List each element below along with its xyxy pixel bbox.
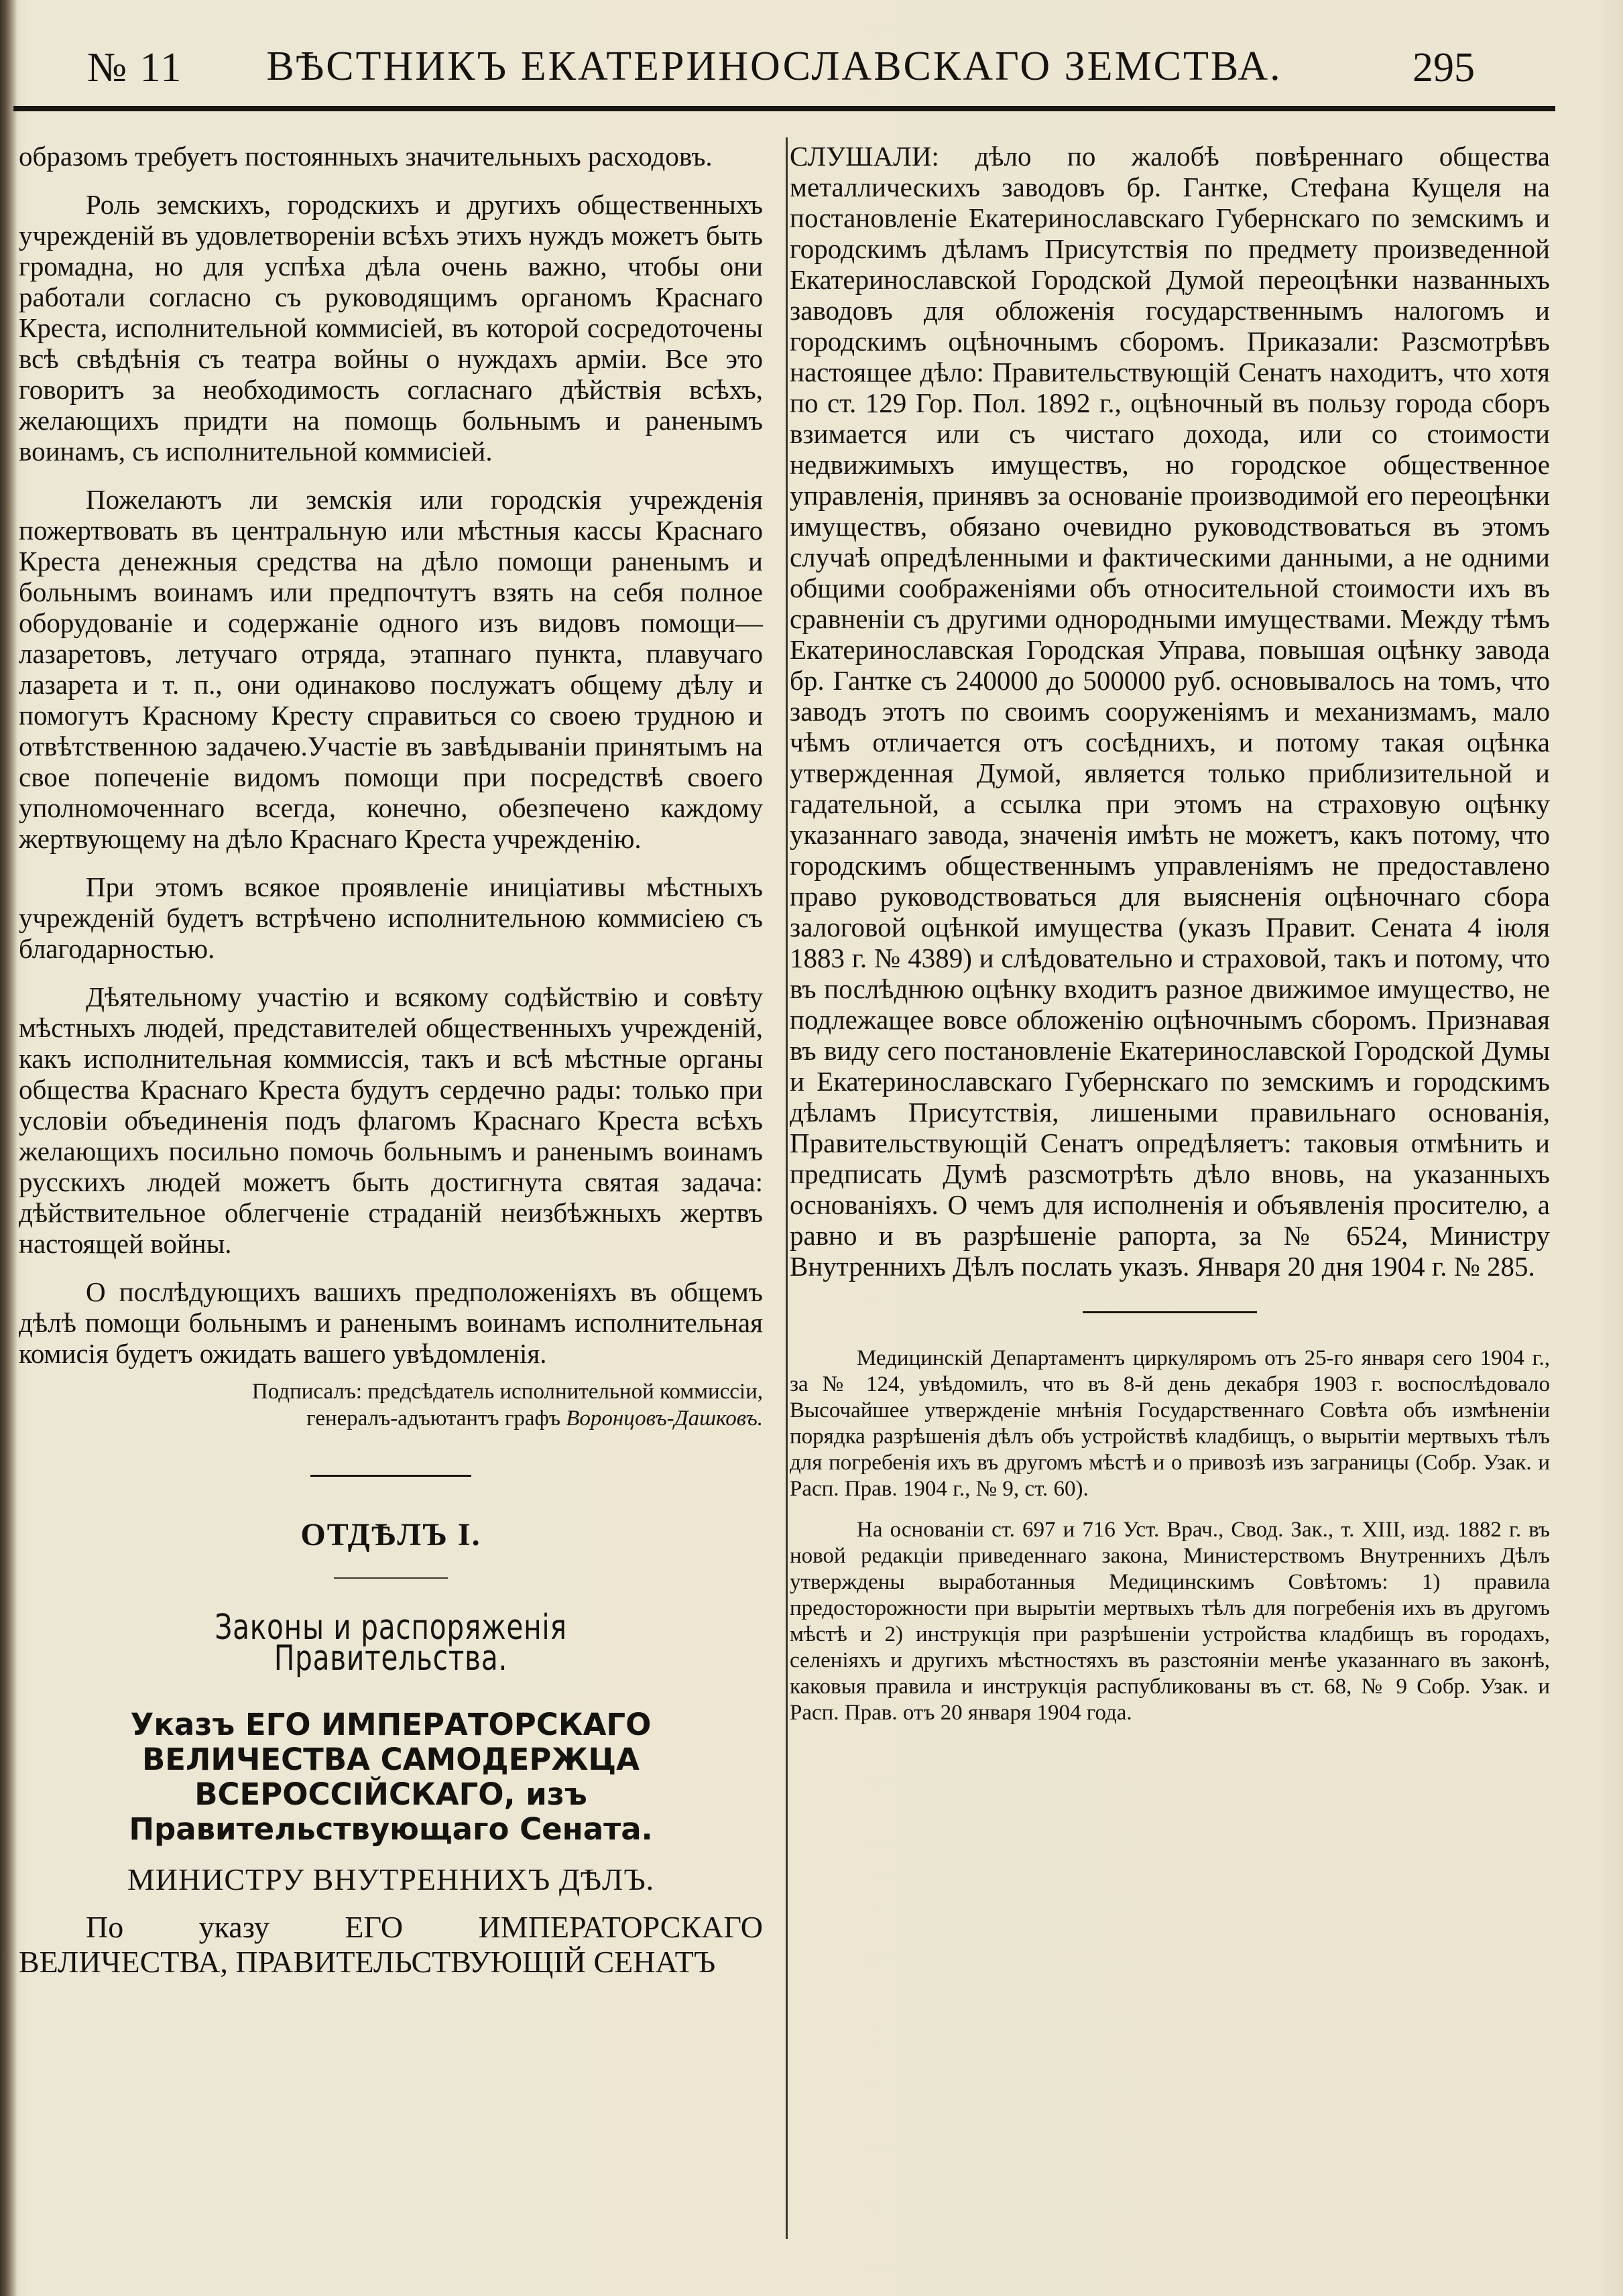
paragraph: Дѣятельному участію и всякому содѣйствію и совѣту мѣстныхъ людей, представителей общественныхъ учрежденій, какъ исполнительная коммиссія, такъ и всѣ мѣстные органы общества Краснаго Креста будутъ сердечно рады: только при условіи объединенія подъ флагомъ Краснаго Креста всѣхъ желающихъ посильно помочь больнымъ и раненымъ воинамъ русскихъ людей можетъ быть достигнута святая задача: дѣйствительное облегченіе страданій неизбѣжныхъ жертвъ настоящей войны.: [19, 981, 763, 1259]
paragraph: На основаніи ст. 697 и 716 Уст. Врач., Свод. Зак., т. XIII, изд. 1882 г. въ новой редакціи приведеннаго закона, Министерствомъ Внутреннихъ Дѣлъ утверждены выработанныя Медицинскимъ Совѣтомъ: 1) правила предосторожности при вырытіи мертвыхъ тѣлъ для погребенія ихъ въ другомъ мѣстѣ и 2) инструкція при разрѣшеніи устройства кладбищъ въ городахъ, селеніяхъ и другихъ мѣстностяхъ въ разстояніи менѣе указаннаго въ законѣ, каковыя правила и инструкція распубликованы въ ст. 68, № 9 Собр. Узак. и Расп. Прав. отъ 20 января 1904 года.: [790, 1518, 1550, 1725]
right-column: [790, 141, 1550, 1726]
issue-number: № 11: [87, 45, 183, 90]
page-edge-shadow: [0, 0, 17, 2296]
ministry-heading: МИНИСТРУ ВНУТРЕННИХЪ ДѢЛЪ.: [127, 1862, 655, 1896]
section-title: ОТДѢЛЪ I.: [300, 1517, 481, 1553]
notice-block: [790, 1345, 1550, 1726]
laws-heading: Законы и распоряженія Правительства.: [215, 1608, 567, 1679]
column-divider: [786, 137, 788, 2239]
paragraph: О послѣдующихъ вашихъ предположеніяхъ въ общемъ дѣлѣ помощи больнымъ и раненымъ воинамъ исполнительная комисія будетъ ожидать вашего увѣдомленія.: [19, 1276, 763, 1369]
header-rule: [13, 106, 1555, 111]
signature-block: [19, 1378, 763, 1432]
signature-name: Воронцовъ-Дашковъ.: [566, 1406, 763, 1431]
paragraph: образомъ требуетъ постоянныхъ значительныхъ расходовъ.: [19, 141, 713, 172]
signature-line: Подписалъ: предсѣдатель исполнительной коммиссіи,: [251, 1380, 763, 1404]
journal-title: ВѢСТНИКЪ ЕКАТЕРИНОСЛАВСКАГО ЗЕМСТВА.: [266, 44, 1282, 89]
paragraph: Медицинскій Департаментъ циркуляромъ отъ 25-го января сего 1904 г., за № 124, увѣдомилъ, что въ 8-й день декабря 1903 г. воспослѣдовало Высочайшее утвержденіе мнѣнія Государственнаго Совѣта объ измѣненіи порядка разрѣшенія дѣлъ объ устройствѣ кладбищъ, о вырытіи мертвыхъ тѣлъ для погребенія ихъ въ другомъ мѣстѣ и о привозѣ изъ заграницы (Собр. Узак. и Расп. Прав. 1904 г., № 9, ст. 60).: [790, 1346, 1550, 1501]
paragraph: СЛУШАЛИ: дѣло по жалобѣ повѣреннаго общества металлическихъ заводовъ бр. Гантке, Стефана Кущеля на постановленіе Екатеринославскаго Губернскаго по земскимъ и городскимъ дѣламъ Присутствія по предмету произведенной Екатеринославской Городской Думой переоцѣнки названныхъ заводовъ для обложенія государственнымъ налогомъ и городскимъ оцѣночнымъ сборомъ. Приказали: Разсмотрѣвъ настоящее дѣло: Правительствующій Сенатъ находитъ, что хотя по ст. 129 Гор. Пол. 1892 г., оцѣночный въ пользу города сборъ взимается или съ чистаго дохода, или со стоимости недвижимыхъ имуществъ, но городское общественное управленія, принявъ за основаніе производимой его переоцѣнки имуществъ, обязано очевидно руководствоваться въ этомъ случаѣ опредѣленными и фактическими данными, а не одними общими соображеніями объ относительной стоимости ихъ въ сравненіи съ другими однородными имуществами. Между тѣмъ Екатеринославская Городская Управа, повышая оцѣнку завода бр. Гантке съ 240000 до 500000 руб. основывалось на томъ, что заводъ этотъ по своимъ сооруженіямъ и механизмамъ, мало чѣмъ отличается отъ сосѣднихъ, и потому такая оцѣнка утвержденная Думой, является только приблизительной и гадательной, а ссылка при этомъ на страховую оцѣнку указаннаго завода, значенія имѣть не можетъ, какъ потому, что городскимъ общественнымъ управленіямъ не предоставлено право руководствоваться для выясненія оцѣночнаго сбора залоговой оцѣнкой имущества (указъ Правит. Сената 4 іюля 1883 г. № 4389) и слѣдовательно и страховой, такъ и потому, что въ послѣднюю оцѣнку входитъ разное движимое имущество, не подлежащее вовсе обложенію оцѣночнымъ сборомъ. Признавая въ виду сего постановленіе Екатеринославской Городской Думы и Екатеринославскаго Губернскаго по земскимъ и городскимъ дѣламъ Присутствія, лишеными правильнаго основанія, Правительствующій Сенатъ опредѣляетъ: таковыя отмѣнить и предписать Думѣ разсмотрѣть дѣло вновь, на указанныхъ основаніяхъ. О чемъ для исполненія и объявленія просителю, а равно и въ разрѣшеніе рапорта, за № 6524, Министру Внутреннихъ Дѣлъ послать указъ. Января 20 дня 1904 г. № 285.: [790, 141, 1550, 1282]
section-divider: [1083, 1311, 1257, 1313]
paragraph: По указу ЕГО ИМПЕРАТОРСКАГО ВЕЛИЧЕСТВА, ПРАВИТЕЛЬСТВУЮЩІЙ СЕНАТЪ: [19, 1910, 763, 1979]
left-column: [19, 141, 763, 1980]
paragraph: Роль земскихъ, городскихъ и другихъ общественныхъ учрежденій въ удовлетвореніи всѣхъ этихъ нуждъ можетъ быть громадна, но для успѣха дѣла очень важно, чтобы они работали согласно съ руководящимъ органомъ Краснаго Креста, исполнительной коммисіей, въ которой сосредоточены всѣ свѣдѣнія съ театра войны о нуждахъ арміи. Все это говоритъ за необходимость согласнаго дѣйствія всѣхъ, желающихъ придти на помощь больнымъ и раненымъ воинамъ, съ исполнительной коммисіей.: [19, 189, 763, 467]
section-divider: [310, 1475, 471, 1477]
paragraph: Пожелаютъ ли земскія или городскія учрежденія пожертвовать въ центральную или мѣстныя кассы Краснаго Креста денежныя средства на дѣло помощи раненымъ и больнымъ воинамъ или предпочтутъ взять на себя полное оборудованіе и содержаніе одного изъ видовъ помощи—лазаретовъ, летучаго отряда, этапнаго пункта, плавучаго лазарета и т. п., они одинаково послужатъ общему дѣлу и помогутъ Красному Кресту справиться со своею трудною и отвѣтственною задачею.Участіе въ завѣдываніи принятымъ на свое попеченіе видомъ помощи при посредствѣ своего уполномоченнаго всегда, конечно, обезпечено каждому жертвующему на дѣло Краснаго Креста учрежденію.: [19, 484, 763, 854]
decree-heading: Указъ ЕГО ИМПЕРАТОРСКАГО ВЕЛИЧЕСТВА САМОДЕРЖЦА ВСЕРОССІЙСКАГО, изъ Правительствующаго Сената.: [129, 1707, 653, 1847]
short-divider: [334, 1577, 448, 1579]
signature-line: [19, 1405, 763, 1432]
signature-title: генералъ-адъютантъ графъ: [306, 1406, 560, 1431]
paragraph: При этомъ всякое проявленіе иниціативы мѣстныхъ учрежденій будетъ встрѣчено исполнительною коммисіею съ благодарностью.: [19, 871, 763, 964]
page-header: [74, 39, 1475, 99]
page-number: 295: [1412, 45, 1475, 90]
